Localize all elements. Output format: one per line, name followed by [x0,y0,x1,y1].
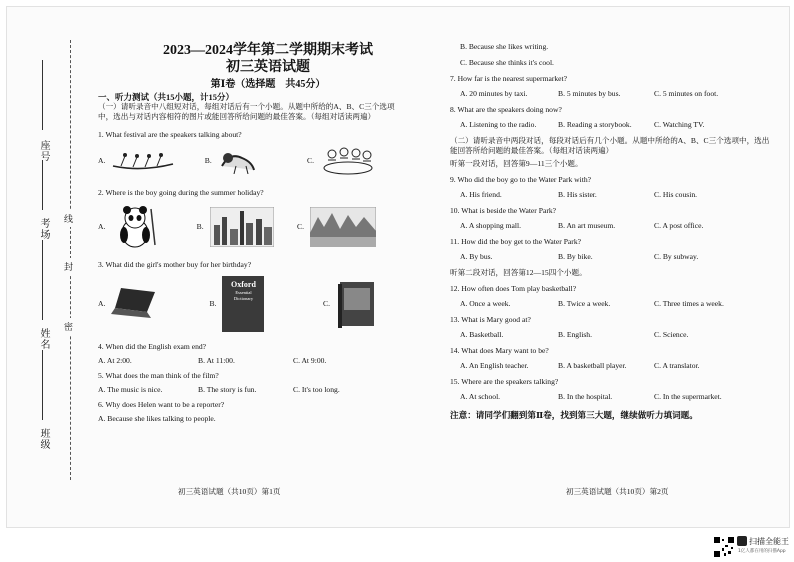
q1-option-a [98,150,183,172]
question-2: 2. Where is the boy going during the summer holiday? [98,188,264,197]
option-b: B. Reading a storybook. [558,120,632,129]
family-reunion-image [320,146,376,176]
q6-option-b: B. Because she likes writing. [460,42,549,51]
dialogue-1-intro: 听第一段对话，回答第9—11三个小题。 [450,159,583,168]
q1-option-b [205,148,285,174]
option-a: A. At school. [460,392,501,401]
q3-option-c [323,280,376,328]
mountain-river-image [310,207,376,247]
question-1: 1. What festival are the speakers talking about? [98,130,242,139]
option-b: B. A basketball player. [558,361,627,370]
option-b: B. 5 minutes by bus. [558,89,621,98]
option-label: C. [323,299,330,308]
question-13: 13. What is Mary good at? [450,315,531,324]
name-label: 姓名 [38,328,49,350]
room-underline [42,160,43,210]
q3-options [98,276,398,332]
question-12: 12. How often does Tom play basketball? [450,284,577,293]
question-4: 4. When did the English exam end? [98,342,207,351]
seal-dense-char: 密 [64,318,73,335]
question-15: 15. Where are the speakers talking? [450,377,559,386]
q15-options [460,392,770,402]
option-b: B. His sister. [558,190,597,199]
section-listening: 一、听力测试（共15小题，计15分） [98,92,235,102]
q9-options [460,190,770,200]
class-underline [42,350,43,420]
q13-options [460,330,770,340]
lion-dance-image [218,148,258,174]
q3-option-a [98,286,188,322]
option-b: B. By bike. [558,252,593,261]
option-c: C. Science. [654,330,689,339]
book-subtitle: Essential Dictionary [233,290,254,301]
option-label: A. [98,299,106,308]
scanner-app-name: 扫描全能王 [749,537,789,546]
q6-option-c: C. Because she thinks it's cool. [460,58,554,67]
seal-seal-char: 封 [64,258,73,275]
option-c: C. Three times a week. [654,299,724,308]
q1-options [98,146,398,176]
question-6: 6. Why does Helen want to be a reporter? [98,400,225,409]
question-3: 3. What did the girl's mother buy for her birthday? [98,260,252,269]
page-footer-right: 初三英语试题（共10页）第2页 [566,487,669,496]
notice-text: 注意：请同学们翻到第Ⅱ卷，找到第三大题，继续做听力填词题。 [450,410,698,420]
option-a: A. Because she likes talking to people. [98,414,216,423]
option-c: C. A translator. [654,361,700,370]
option-a: A. Listening to the radio. [460,120,537,129]
city-skyline-image [210,207,274,247]
q1-option-c [307,146,376,176]
exam-title: 2023—2024学年第二学期期末考试 [163,43,373,58]
exam-subject: 初三英语试题 [226,60,310,75]
camscanner-logo-icon [737,536,747,546]
q6-option-a [98,414,398,424]
right-page [450,42,770,420]
scanner-app-tagline: 1亿人都在用的扫描App [738,549,786,554]
option-b: B. An art museum. [558,221,616,230]
instruction-part2: （二）请听录音中两段对话，每段对话后有几个小题。从题中所给的A、B、C三个选项中，选出能回答所给问题的最佳答案。（每组对话读两遍） [450,136,770,155]
option-b: B. Twice a week. [558,299,611,308]
option-label: B. [209,299,217,308]
qr-code-icon [713,536,735,558]
name-underline [42,240,43,320]
option-b: B. English. [558,330,592,339]
question-14: 14. What does Mary want to be? [450,346,549,355]
dragon-boat-image [111,150,177,172]
q4-options [98,356,398,366]
q5-options [98,385,398,395]
option-c: C. A post office. [654,221,704,230]
q14-options [460,361,770,371]
q7-options [460,89,770,99]
class-label: 班级 [38,428,49,450]
part-one-title: 第Ⅰ卷（选择题 共45分） [210,79,326,90]
q11-options [460,252,770,262]
option-c: C. By subway. [654,252,699,261]
q2-option-a [98,205,175,249]
question-8: 8. What are the speakers doing now? [450,105,562,114]
q2-options [98,204,398,250]
option-a: A. A shopping mall. [460,221,521,230]
q10-options [460,221,770,231]
option-label: B. [204,156,212,165]
book-title: Oxford [231,280,256,289]
left-page [98,42,398,424]
option-label: B. [196,222,204,231]
option-a: A. His friend. [460,190,502,199]
option-b: B. The story is fun. [198,385,257,394]
instruction-part1: （一）请听录音中八组短对话，每组对话后有一个小题。从题中所给的A、B、C三个选项中，选出与对话内容相符的图片或能回答所给问题的最佳答案。（每组对话读两遍） [98,102,395,121]
option-a: A. Basketball. [460,330,504,339]
laptop-image [111,286,157,322]
question-10: 10. What is beside the Water Park? [450,206,557,215]
storybook-image [336,280,376,328]
dictionary-image [222,276,264,332]
question-7: 7. How far is the nearest supermarket? [450,74,568,83]
q12-options [460,299,770,309]
option-a: A. At 2:00. [98,356,132,365]
option-c: C. In the supermarket. [654,392,722,401]
option-a: A. 20 minutes by taxi. [460,89,528,98]
option-c: C. His cousin. [654,190,698,199]
panda-image [111,205,159,249]
option-c: C. At 9:00. [293,356,327,365]
option-a: A. By bus. [460,252,493,261]
option-label: A. [98,222,106,231]
q3-option-b [210,276,302,332]
option-b: B. At 11:00. [198,356,235,365]
option-c: C. 5 minutes on foot. [654,89,719,98]
seat-label: 座号 [38,140,49,162]
dialogue-2-intro: 听第二段对话，回答第12—15四个小题。 [450,268,587,277]
seal-line-char: 线 [64,210,73,227]
q8-options [460,120,770,130]
option-a: A. An English teacher. [460,361,529,370]
seat-underline [42,60,43,130]
question-5: 5. What does the man think of the film? [98,371,219,380]
option-label: A. [98,156,106,165]
option-label: C. [297,222,304,231]
option-a: A. The music is nice. [98,385,163,394]
option-label: C. [307,156,314,165]
question-11: 11. How did the boy get to the Water Park? [450,237,581,246]
question-9: 9. Who did the boy go to the Water Park with? [450,175,592,184]
page-footer-left: 初三英语试题（共10页）第1页 [178,487,281,496]
q2-option-c [297,207,376,247]
q2-option-b [197,207,275,247]
option-c: C. Watching TV. [654,120,705,129]
option-c: C. It's too long. [293,385,340,394]
option-a: A. Once a week. [460,299,511,308]
exam-room-label: 考场 [38,218,49,240]
option-b: B. In the hospital. [558,392,613,401]
